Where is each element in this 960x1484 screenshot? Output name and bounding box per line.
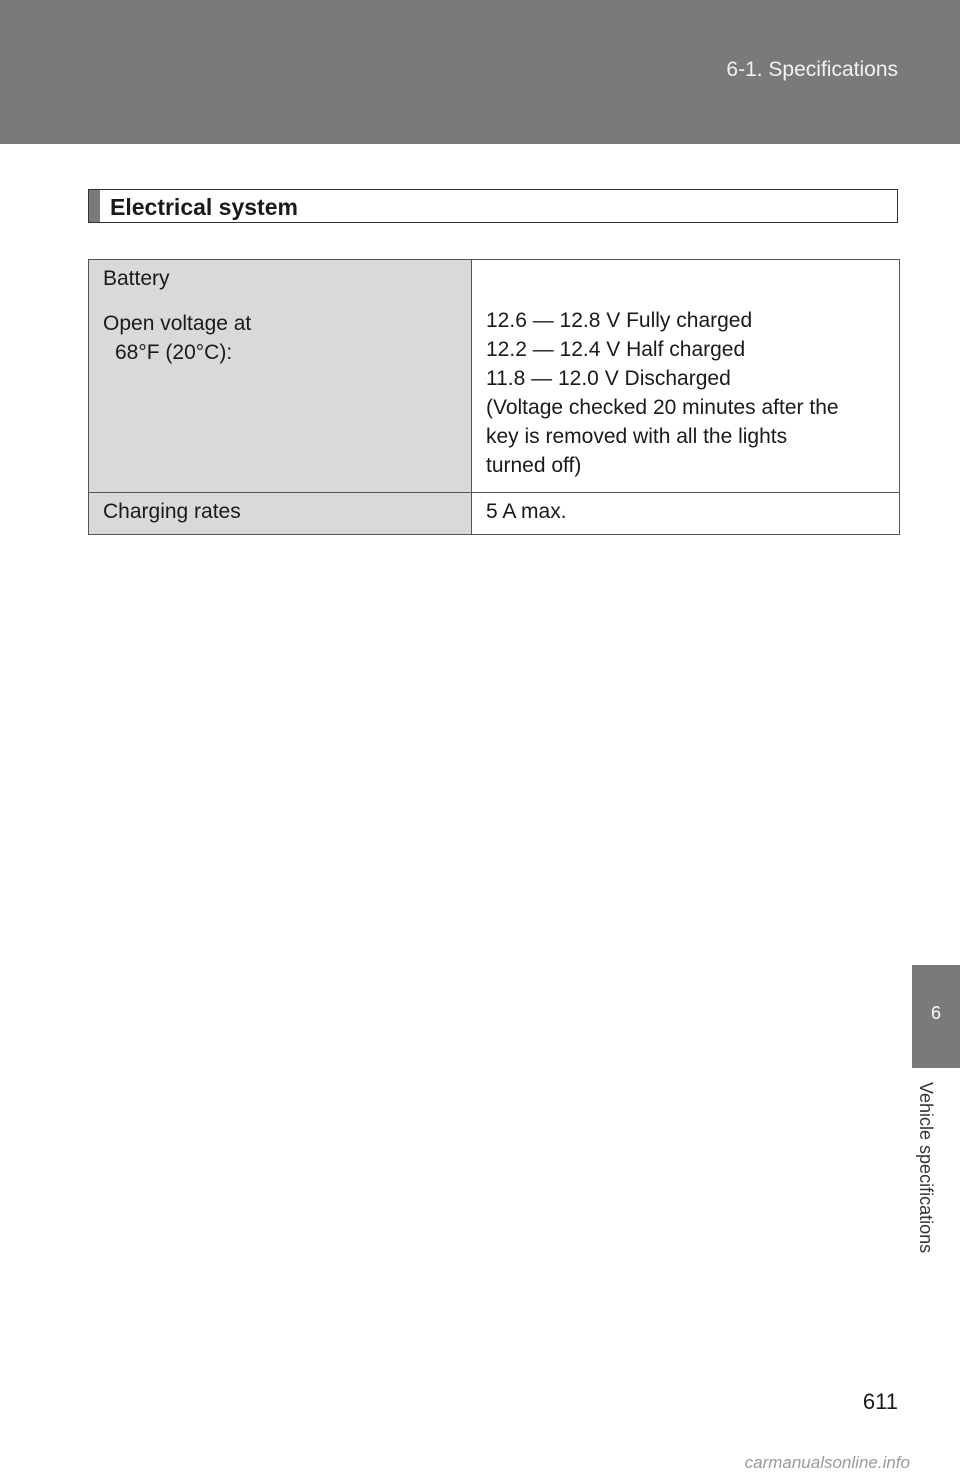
open-voltage-label-line-1: Open voltage at [103,312,252,335]
section-title-bar [89,190,100,222]
voltage-line: key is removed with all the lights [486,425,788,448]
charging-value: 5 A max. [486,500,567,523]
watermark: carmanualsonline.info [744,1453,910,1472]
open-voltage-label [89,293,471,379]
battery-label-cell [89,260,472,493]
table-row [89,493,900,535]
spec-table [88,259,900,535]
voltage-line: (Voltage checked 20 minutes after the [486,396,839,419]
charging-value-cell [472,493,900,535]
section-title: Electrical system [110,194,298,220]
chapter-tab [912,965,960,1068]
section-title-box [88,189,898,223]
table-row [89,260,900,493]
battery-label: Battery [103,267,170,290]
charging-label: Charging rates [103,500,241,523]
open-voltage-label-line-2: 68°F (20°C): [115,341,233,364]
voltage-line: 12.2 — 12.4 V Half charged [486,338,746,361]
charging-label-cell [89,493,472,535]
chapter-label: Vehicle specifications [916,1082,936,1254]
header-section-title: 6-1. Specifications [726,58,898,81]
page-number: 611 [862,1389,898,1414]
chapter-label-box [916,1082,950,1292]
voltage-line: 12.6 — 12.8 V Fully charged [486,309,753,332]
voltage-line: turned off) [486,454,582,477]
page-header [0,0,960,144]
voltage-line: 11.8 — 12.0 V Discharged [486,367,731,390]
chapter-number: 6 [930,1003,941,1023]
voltage-value-cell [472,260,900,493]
voltage-values [472,260,899,492]
